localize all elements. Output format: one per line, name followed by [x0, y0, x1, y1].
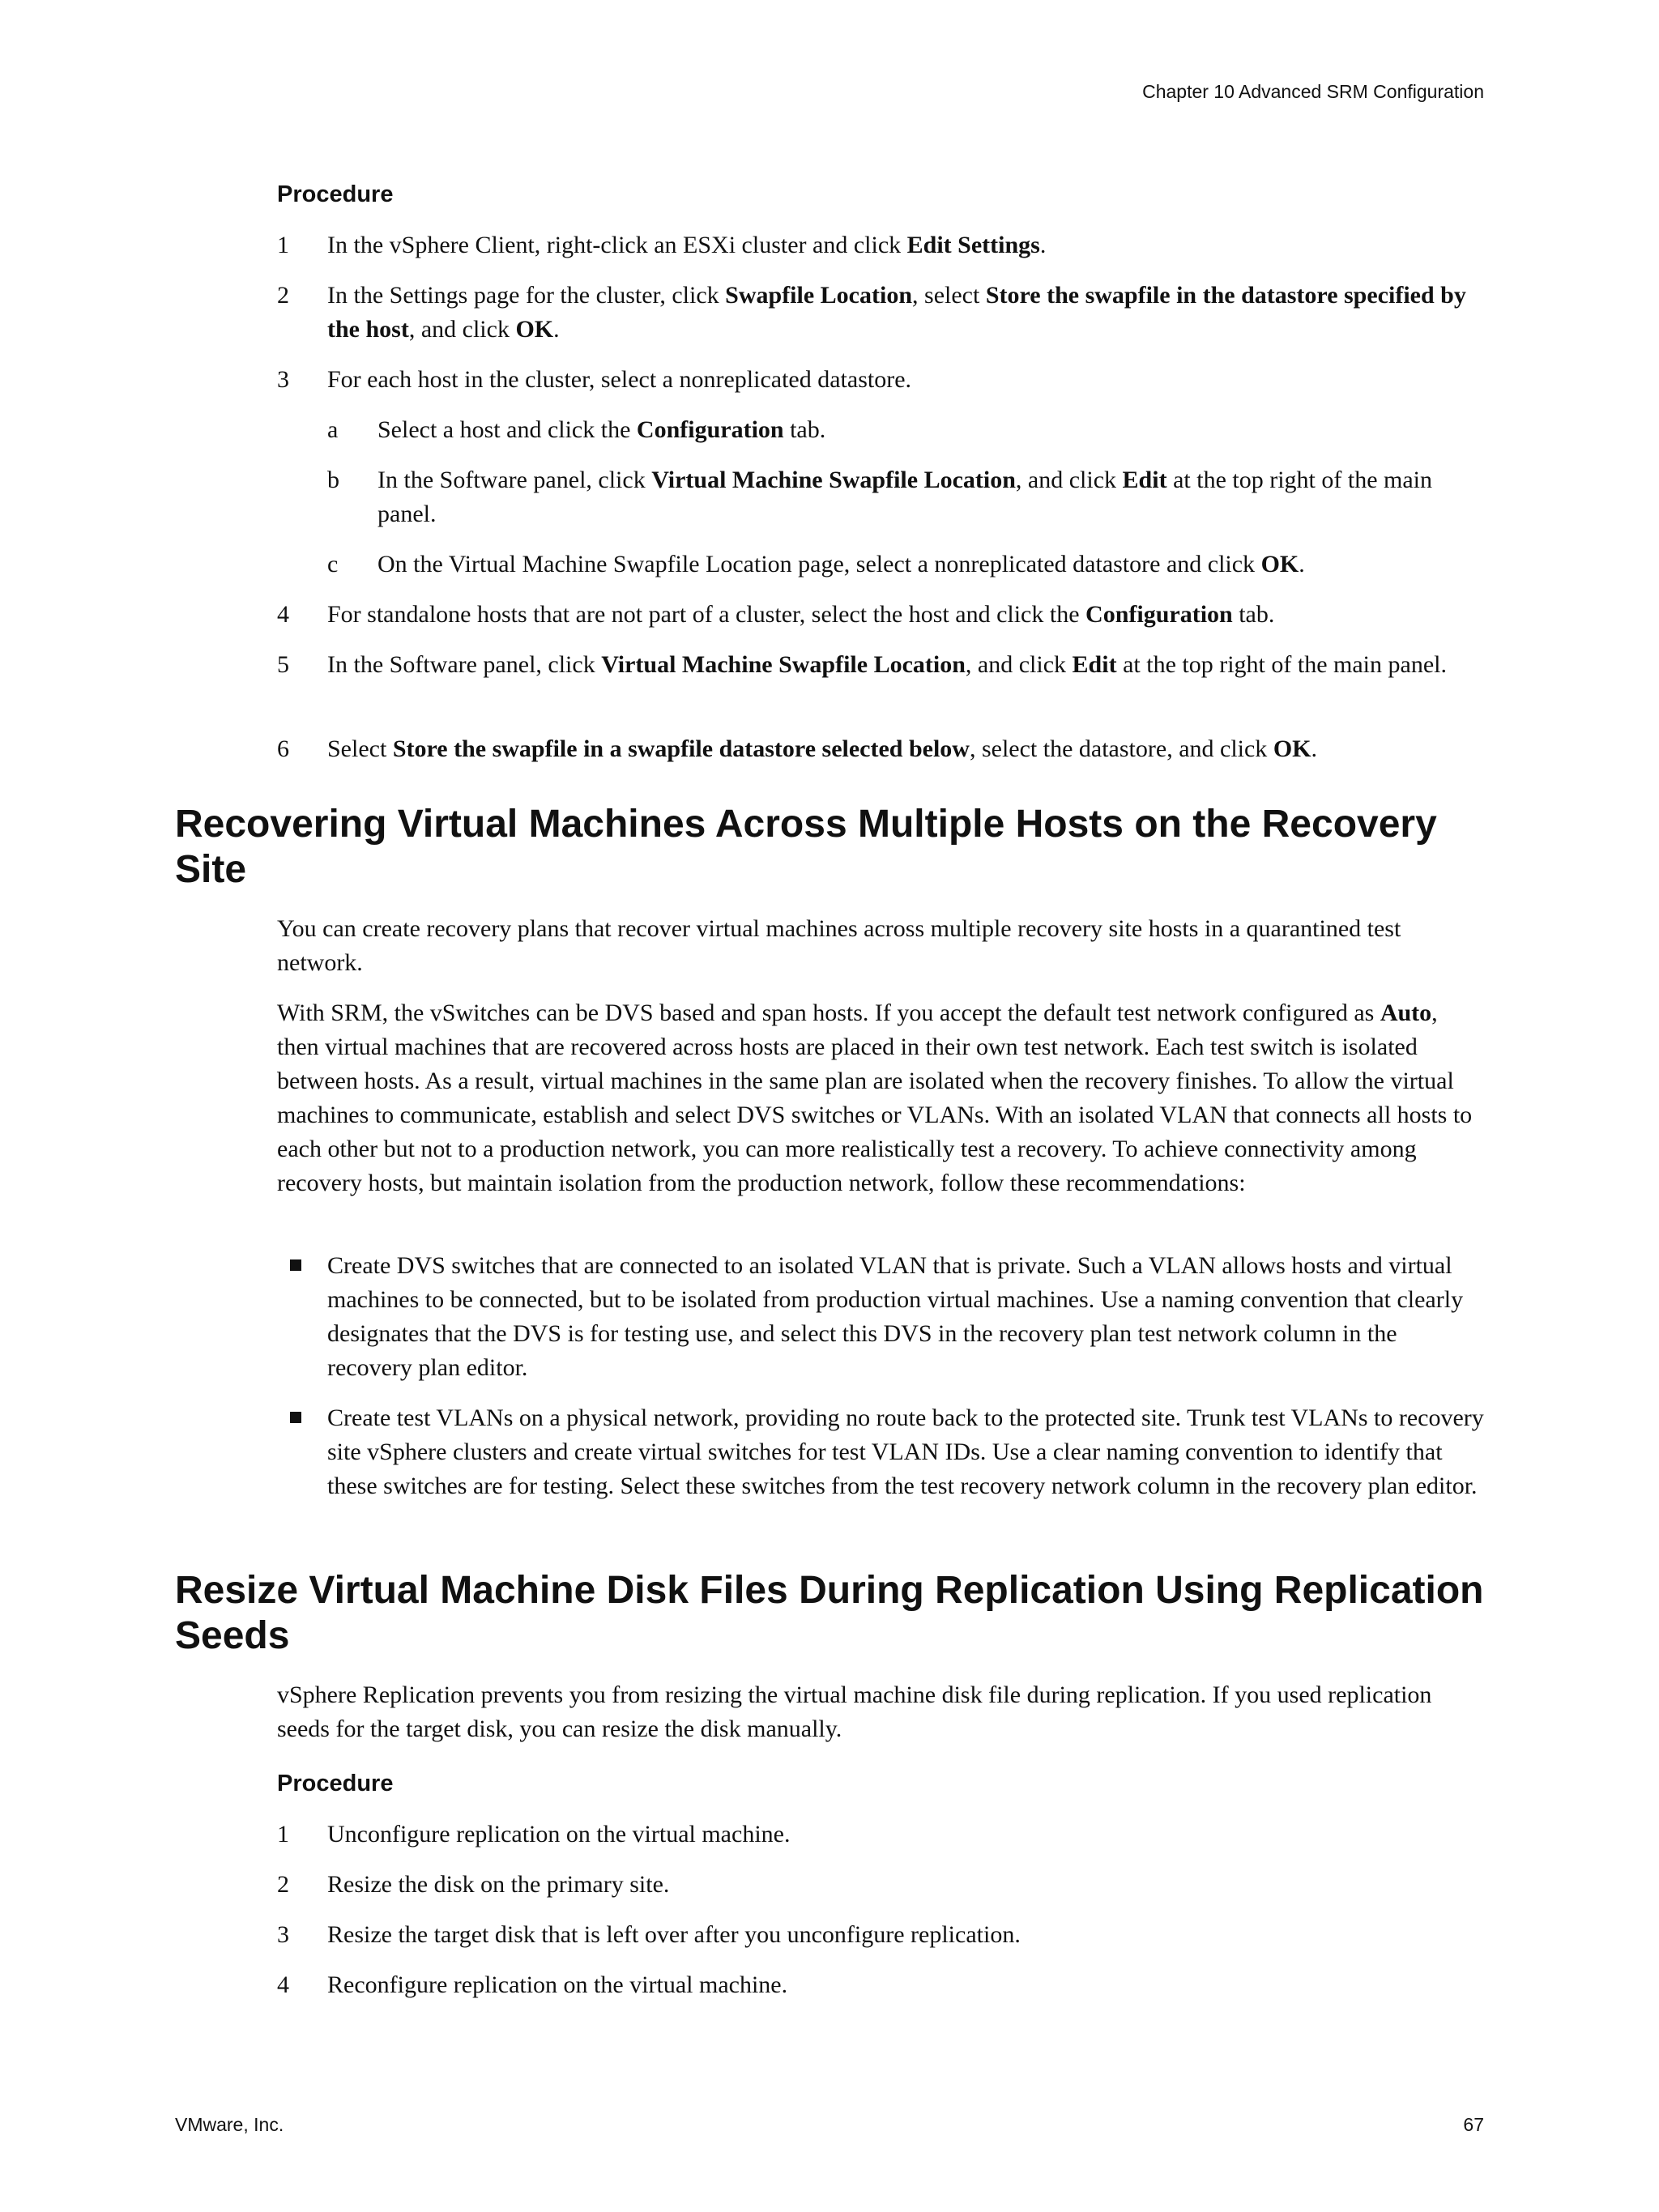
substep-text: In the Software panel, click Virtual Machine Swapfile Location, and click Edit at the top right of the main panel.: [377, 467, 1432, 527]
step-number: 2: [277, 282, 289, 309]
substep-letter: c: [327, 551, 339, 578]
page-number: 67: [1463, 2114, 1484, 2135]
procedure-heading: Procedure: [277, 181, 394, 207]
step-number: 4: [277, 601, 289, 628]
substep-text: On the Virtual Machine Swapfile Location page, select a nonreplicated datastore and click OK.: [377, 551, 1305, 578]
substep-letter: b: [327, 467, 339, 493]
step-number: 3: [277, 1921, 289, 1948]
bullet-text: Create DVS switches that are connected to an isolated VLAN that is private. Such a VLAN allows hosts and virtual machines to be connected, but to be isolated from production virtual machines. Use a naming convention that clearly designates that the DVS is for testing use, and select this DVS in the recovery plan test network column in the recovery plan editor.: [327, 1252, 1464, 1381]
step-text: Reconfigure replication on the virtual machine.: [327, 1971, 788, 1998]
section-heading: Resize Virtual Machine Disk Files During Replication Using Replication Seeds: [175, 1569, 1484, 1657]
step-number: 4: [277, 1971, 289, 1998]
body-paragraph: With SRM, the vSwitches can be DVS based and span hosts. If you accept the default test network configured as Auto, then virtual machines that are recovered across hosts are placed in their own test network. Each test switch is isolated between hosts. As a result, virtual machines in the same plan are isolated when the recovery finishes. To allow the virtual machines to communicate, establish and select DVS switches or VLANs. With an isolated VLAN that connects all hosts to each other but not to a production network, you can more realistically test a recovery. To achieve connectivity among recovery hosts, but maintain isolation from the production network, follow these recommendations:: [277, 999, 1473, 1196]
step-text: For standalone hosts that are not part of a cluster, select the host and click the Configuration tab.: [327, 601, 1275, 628]
step-number: 3: [277, 366, 289, 393]
running-header: Chapter 10 Advanced SRM Configuration: [1142, 81, 1484, 102]
substep-text: Select a host and click the Configuration tab.: [377, 416, 826, 443]
step-number: 1: [277, 232, 289, 258]
intro-paragraph: vSphere Replication prevents you from resizing the virtual machine disk file during replication. If you used replication seeds for the target disk, you can resize the disk manually.: [277, 1681, 1432, 1742]
bullet-text: Create test VLANs on a physical network, providing no route back to the protected site. Trunk test VLANs to recovery site vSphere clusters and create virtual switches for test VLAN IDs. Use a clear naming convention to identify that these switches are for testing. Select these switches from the test recovery network column in the recovery plan editor.: [327, 1404, 1484, 1499]
bullet-marker: [290, 1412, 301, 1423]
step-text: Resize the disk on the primary site.: [327, 1871, 670, 1898]
step-text: For each host in the cluster, select a nonreplicated datastore.: [327, 366, 912, 393]
step-number: 6: [277, 735, 289, 762]
footer-company: VMware, Inc.: [175, 2114, 284, 2135]
intro-paragraph: You can create recovery plans that recover virtual machines across multiple recovery site hosts in a quarantined test network.: [277, 915, 1401, 976]
step-number: 5: [277, 651, 289, 678]
bullet-marker: [290, 1259, 301, 1271]
section-heading: Recovering Virtual Machines Across Multiple Hosts on the Recovery Site: [175, 803, 1437, 891]
procedure-heading: Procedure: [277, 1771, 394, 1796]
step-text: In the Software panel, click Virtual Machine Swapfile Location, and click Edit at the top right of the main panel.: [327, 651, 1447, 678]
step-text: Resize the target disk that is left over after you unconfigure replication.: [327, 1921, 1021, 1948]
step-number: 2: [277, 1871, 289, 1898]
step-number: 1: [277, 1821, 289, 1848]
step-text: Unconfigure replication on the virtual machine.: [327, 1821, 791, 1848]
step-text: In the Settings page for the cluster, click Swapfile Location, select Store the swapfile in the datastore specified by the host, and click OK.: [327, 282, 1466, 343]
step-text: Select Store the swapfile in a swapfile datastore selected below, select the datastore, and click OK.: [327, 735, 1317, 762]
step-text: In the vSphere Client, right-click an ESXi cluster and click Edit Settings.: [327, 232, 1047, 258]
substep-letter: a: [327, 416, 339, 443]
